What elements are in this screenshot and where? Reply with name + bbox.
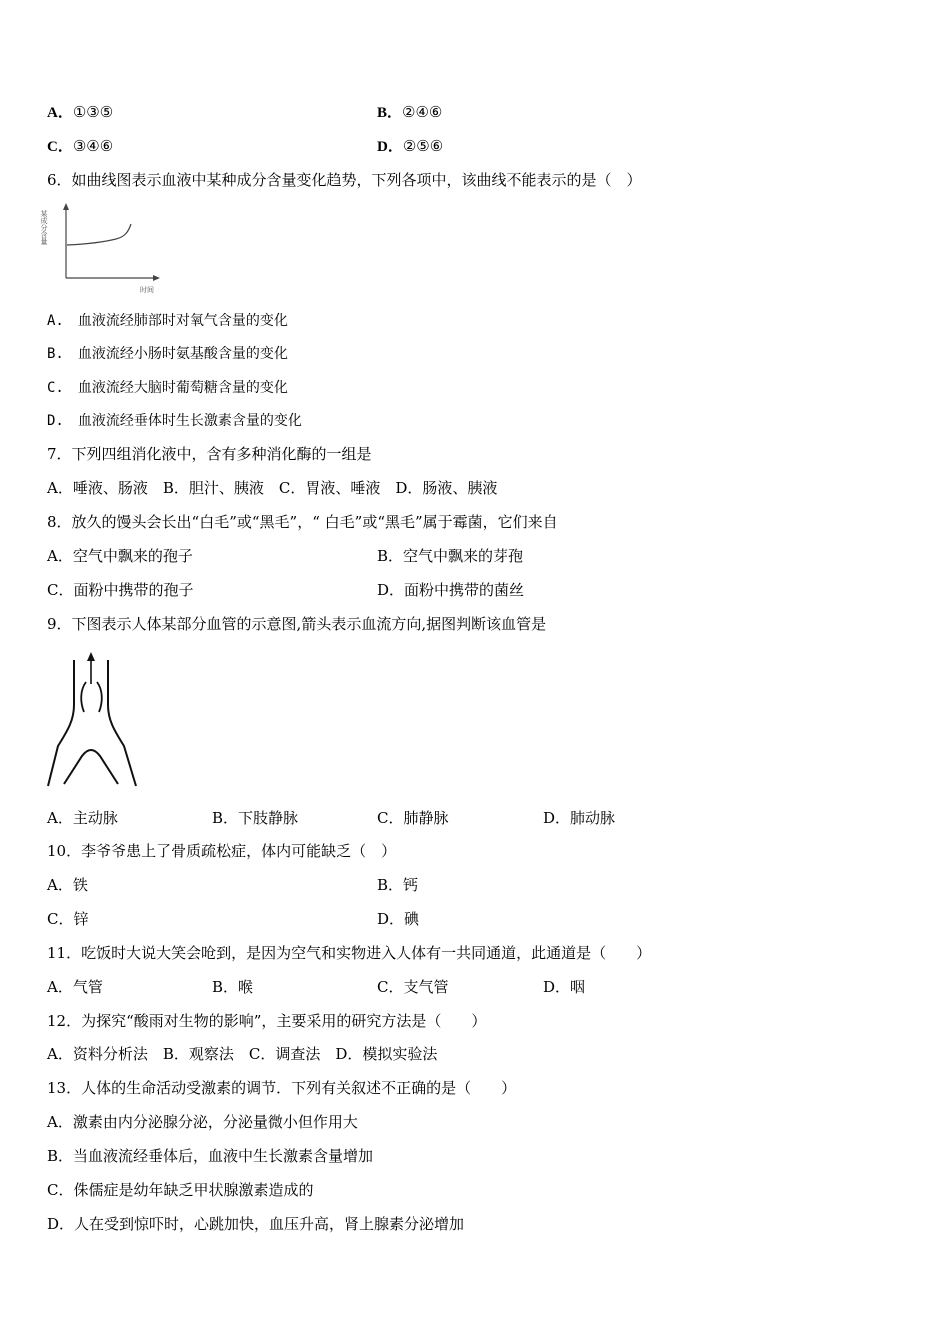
q5-option-b: B．②④⑥ [377,103,443,121]
q8-option-d: D．面粉中携带的菌丝 [377,581,525,599]
q11-option-c: C．支气管 [377,978,449,996]
q8-option-b: B．空气中飘来的芽孢 [377,547,524,565]
q6-x-label: 时间 [140,286,154,294]
q9-valve-left [81,682,86,712]
q12-options: A．资料分析法 B．观察法 C．调查法 D．模拟实验法 [47,1045,438,1063]
q13-option-b: B．当血液流经垂体后，血液中生长激素含量增加 [47,1147,374,1165]
q13-option-d: D．人在受到惊吓时，心跳加快，血压升高，肾上腺素分泌增加 [47,1215,465,1233]
q13-option-c: C．侏儒症是幼年缺乏甲状腺激素造成的 [47,1181,314,1199]
q6-option-c: C. 血液流经大脑时葡萄糖含量的变化 [47,380,288,396]
q12-stem: 12．为探究“酸雨对生物的影响”，主要采用的研究方法是（ ） [47,1012,487,1030]
q6-y-label: 某成分含量 [40,210,48,245]
q11-stem: 11．吃饭时大说大笑会呛到，是因为空气和实物进入人体有一共同通道，此通道是（ ） [47,944,652,962]
q10-option-b: B．钙 [377,876,419,894]
q13-option-a: A．激素由内分泌腺分泌，分泌量微小但作用大 [47,1113,358,1131]
q9-vessel-inner-fork [64,750,118,784]
q9-stem: 9．下图表示人体某部分血管的示意图,箭头表示血流方向,据图判断该血管是 [47,615,547,633]
q8-stem: 8．放久的馒头会长出“白毛”或“黑毛”，“ 白毛”或“黑毛”属于霉菌，它们来自 [47,513,558,531]
q11-option-a: A．气管 [47,978,103,996]
q9-vessel-outer-right [108,660,136,786]
q9-option-b: B．下肢静脉 [212,809,299,827]
q11-option-d: D．咽 [543,978,586,996]
q7-stem: 7．下列四组消化液中，含有多种消化酶的一组是 [47,445,372,463]
q11-option-b: B．喉 [212,978,254,996]
q7-options: A．唾液、肠液 B．胆汁、胰液 C．胃液、唾液 D．肠液、胰液 [47,479,498,497]
q6-option-a: A. 血液流经肺部时对氧气含量的变化 [47,313,288,329]
q13-stem: 13．人体的生命活动受激素的调节．下列有关叙述不正确的是（ ） [47,1079,517,1097]
q5-option-c: C．③④⑥ [47,137,114,155]
q6-x-axis-arrow [153,275,160,281]
q9-option-d: D．肺动脉 [543,809,616,827]
q8-option-a: A．空气中飘来的孢子 [47,547,193,565]
q5-option-a: A．①③⑤ [47,103,114,121]
q9-option-c: C．肺静脉 [377,809,449,827]
q6-curve [67,224,131,245]
q10-stem: 10．李爷爷患上了骨质疏松症，体内可能缺乏（ ） [47,842,397,860]
q6-option-d: D. 血液流经垂体时生长激素含量的变化 [47,413,302,429]
q5-option-d: D．②⑤⑥ [377,137,444,155]
q6-stem: 6．如曲线图表示血液中某种成分含量变化趋势，下列各项中，该曲线不能表示的是（ ） [47,171,642,189]
q9-blood-vessel-diagram [44,650,140,790]
q9-option-a: A．主动脉 [47,809,118,827]
q6-y-axis-arrow [63,203,69,210]
q10-option-d: D．碘 [377,910,420,928]
q9-flow-arrow-head [87,652,95,661]
q6-option-b: B. 血液流经小肠时氨基酸含量的变化 [47,346,288,362]
q8-option-c: C．面粉中携带的孢子 [47,581,194,599]
q9-valve-right [97,682,102,712]
q9-vessel-outer-left [48,660,74,786]
q10-option-a: A．铁 [47,876,88,894]
q6-curve-graph [40,200,164,296]
q10-option-c: C．锌 [47,910,89,928]
